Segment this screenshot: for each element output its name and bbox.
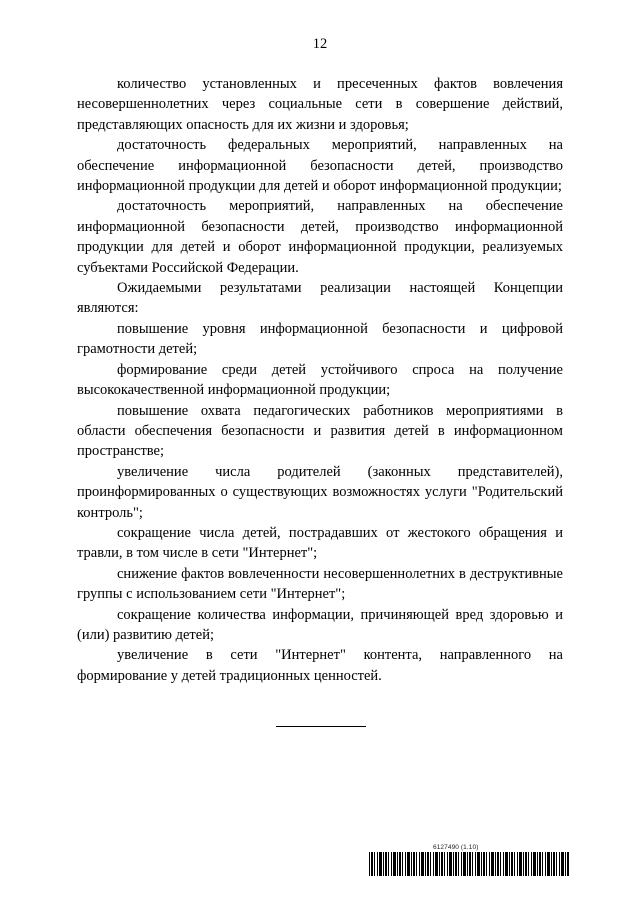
document-body <box>77 74 563 686</box>
paragraph: сокращение количества информации, причиняющей вред здоровью и (или) развитию детей; <box>77 606 563 643</box>
paragraph: формирование среди детей устойчивого спроса на получение высококачественной информационной продукции; <box>77 361 563 399</box>
paragraph: повышение уровня информационной безопасности и цифровой грамотности детей; <box>77 320 563 358</box>
paragraph: Ожидаемыми результатами реализации настоящей Концепции являются: <box>77 280 563 317</box>
paragraph: достаточность федеральных мероприятий, направленных на обеспечение информационной безопасности детей, производство информационной продукции для детей и оборот информационной продукции; <box>77 137 563 195</box>
paragraph: повышение охвата педагогических работников мероприятиями в области обеспечения безопасности и развития детей в информационном пространстве; <box>77 402 563 460</box>
page-number: 12 <box>312 36 328 52</box>
barcode-caption: 6127490 (1.10) <box>433 844 479 851</box>
barcode-icon <box>369 852 569 876</box>
paragraph: достаточность мероприятий, направленных на обеспечение информационной безопасности детей, производство информационной продукции для детей и оборот информационной продукции, реализуемых субъектами Российской Федерации. <box>77 198 563 276</box>
paragraph: сокращение числа детей, пострадавших от жестокого обращения и травли, в том числе в сети "Интернет"; <box>77 524 563 562</box>
paragraph: снижение фактов вовлеченности несовершеннолетних в деструктивные группы с использованием сети "Интернет"; <box>77 565 563 603</box>
paragraph: увеличение числа родителей (законных представителей), проинформированных о существующих возможностях услуги "Родительский контроль"; <box>77 463 563 521</box>
paragraph: увеличение в сети "Интернет" контента, направленного на формирование у детей традиционных ценностей. <box>77 647 563 684</box>
paragraph: количество установленных и пресеченных фактов вовлечения несовершеннолетних через социальные сети в совершение действий, представляющих опасность для их жизни и здоровья; <box>77 76 563 133</box>
end-separator-line <box>276 726 366 727</box>
